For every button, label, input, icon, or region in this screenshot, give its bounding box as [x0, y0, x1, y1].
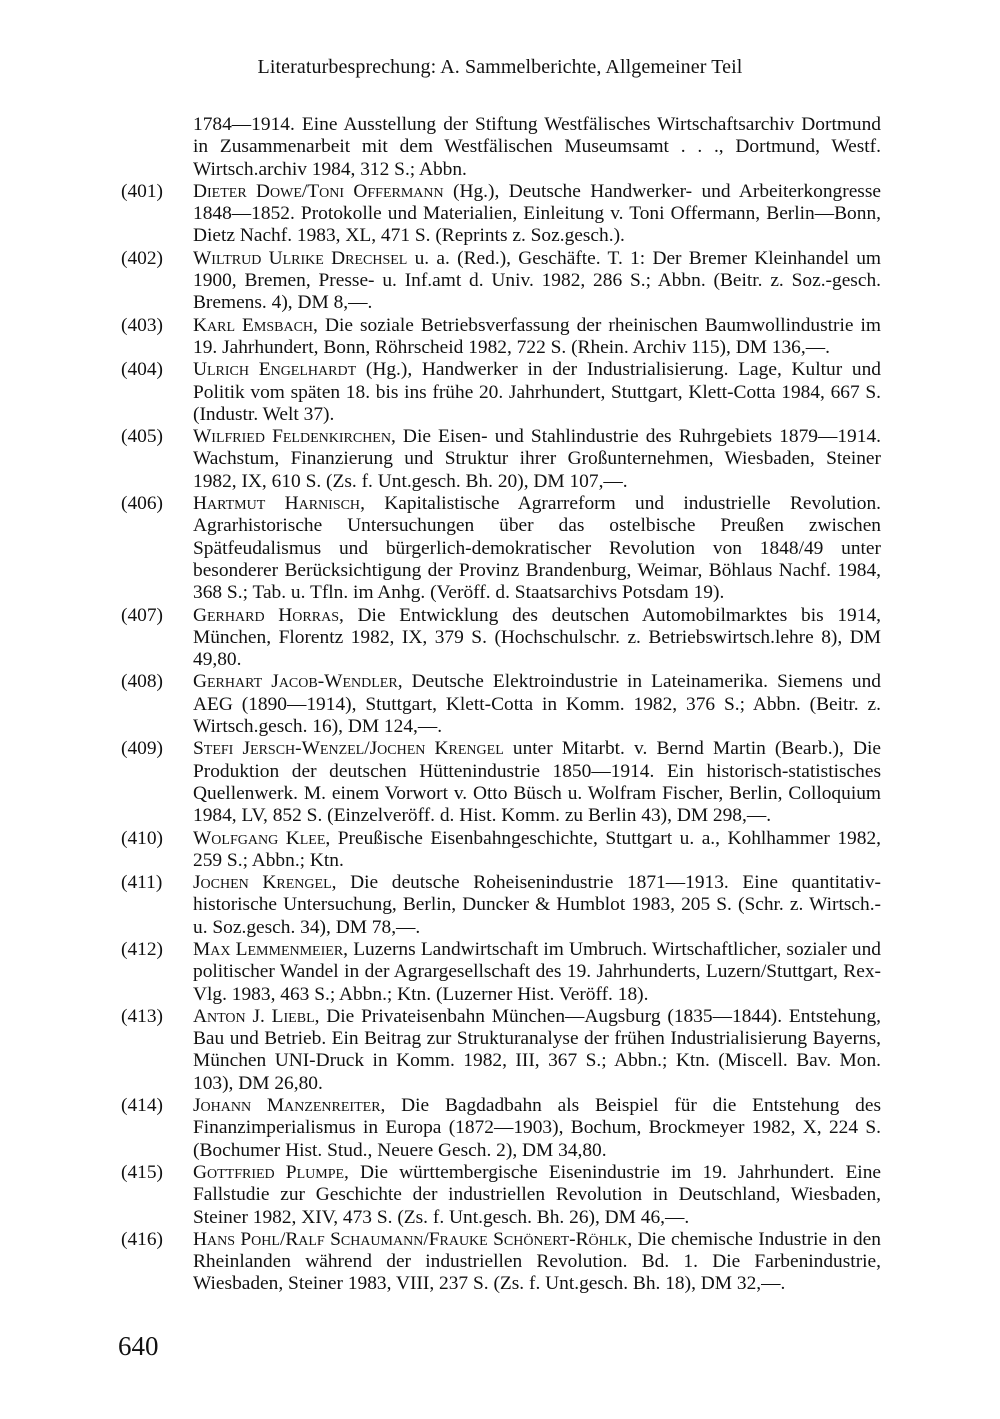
bibliography-entry: [121, 872, 881, 939]
entry-body: [193, 828, 881, 871]
bibliography-entry: [121, 359, 881, 426]
entry-number: (412): [121, 938, 164, 960]
bibliography-entry: [121, 671, 881, 738]
bibliography-entry: [121, 426, 881, 493]
entry-number: (409): [121, 738, 164, 760]
entry-number: (401): [121, 180, 164, 202]
bibliography-entry: [121, 1162, 881, 1229]
bibliography-list: [121, 114, 881, 1296]
entry-number: (404): [121, 359, 164, 381]
entry-body: [193, 738, 881, 826]
entry-author: Anton J. Liebl: [193, 1005, 315, 1027]
entry-text: , Preußische Eisenbahngeschichte, Stuttgart u. a., Kohlhammer 1982, 259 S.; Abbn.; Ktn.: [193, 827, 881, 871]
entry-body: [193, 114, 881, 180]
entry-author: Dieter Dowe/Toni Offermann: [193, 180, 444, 202]
entry-number: (406): [121, 493, 164, 515]
entry-number: (416): [121, 1228, 164, 1250]
entry-body: [193, 1229, 881, 1295]
entry-number: (407): [121, 604, 164, 626]
entry-body: [193, 1006, 881, 1094]
running-head: Literaturbesprechung: A. Sammelberichte, Allgemeiner Teil: [257, 56, 743, 78]
entry-text: , Die württembergische Eisenindustrie im 19. Jahrhundert. Eine Fallstudie zur Geschichte der industriellen Revolution in Deutschland, Wiesbaden, Steiner 1982, XIV, 473 S. (Zs. f. Unt.gesch. Bh. 26), DM 46,—.: [193, 1161, 881, 1228]
entry-number: (415): [121, 1161, 164, 1183]
bibliography-entry: [121, 181, 881, 248]
entry-body: [193, 671, 881, 737]
entry-body: [193, 1095, 881, 1161]
entry-text: , Deutsche Elektroindustrie in Lateinamerika. Siemens und AEG (1890—1914), Stuttgart, Klett-Cotta in Komm. 1982, 376 S.; Abbn. (Beitr. z. Wirtsch.gesch. 16), DM 124,—.: [193, 671, 881, 738]
entry-author: Gerhard Horras: [193, 604, 339, 626]
entry-text: unter Mitarbt. v. Bernd Martin (Bearb.), Die Produktion der deutschen Hüttenindustrie 1850—1914. Ein historisch-statistisches Quellenwerk. M. einem Vorwort v. Otto Büsch u. Wolfram Fischer, Berlin, Colloquium 1984, LV, 852 S. (Einzelveröff. d. Hist. Komm. zu Berlin 43), DM 298,—.: [193, 738, 881, 827]
entry-text: , Die deutsche Roheisenindustrie 1871—1913. Eine quantitativ-historische Untersuchung, Berlin, Duncker & Humblot 1983, 205 S. (Schr. z. Wirtsch.- u. Soz.gesch. 34), DM 78,—.: [193, 872, 881, 938]
entry-author: Hartmut Harnisch: [193, 493, 361, 515]
entry-body: [193, 315, 881, 358]
bibliography-entry: [121, 939, 881, 1006]
entry-text: , Die soziale Betriebsverfassung der rheinischen Baumwollindustrie im 19. Jahrhundert, Bonn, Röhrscheid 1982, 722 S. (Rhein. Archiv 115), DM 136,—.: [193, 314, 882, 358]
page-number: 640: [118, 1331, 159, 1361]
entry-text: , Die Bagdadbahn als Beispiel für die Entstehung des Finanzimperialismus in Europa (1872—1903), Bochum, Brockmeyer 1982, X, 224 S. (Bochumer Hist. Stud., Neuere Gesch. 2), DM 34,80.: [193, 1095, 881, 1161]
entry-body: [193, 248, 881, 314]
entry-number: (403): [121, 314, 164, 336]
entry-body: [193, 359, 881, 425]
entry-text: , Die Eisen- und Stahlindustrie des Ruhrgebiets 1879—1914. Wachstum, Finanzierung und Struktur ihrer Großunternehmen, Wiesbaden, Steiner 1982, IX, 610 S. (Zs. f. Unt.gesch. Bh. 20), DM 107,—.: [193, 426, 881, 492]
entry-body: [193, 605, 881, 671]
entry-text: , Die Entwicklung des deutschen Automobilmarktes bis 1914, München, Florentz 1982, IX, 379 S. (Hochschulschr. z. Betriebswirtsch.lehre 8), DM 49,80.: [193, 604, 881, 671]
entry-author: Hans Pohl/Ralf Schaumann/Frauke Schönert-Röhlk: [193, 1228, 628, 1250]
entry-text: (Hg.), Deutsche Handwerker- und Arbeiterkongresse 1848—1852. Protokolle und Materialien, Einleitung v. Toni Offermann, Berlin—Bonn, Dietz Nachf. 1983, XL, 471 S. (Reprints z. Soz.gesch.).: [193, 180, 882, 247]
entry-text: 1784—1914. Eine Ausstellung der Stiftung Westfälisches Wirtschaftsarchiv Dortmund in Zusammenarbeit mit dem Westfälischen Museumsamt . . ., Dortmund, Westf. Wirtsch.archiv 1984, 312 S.; Abbn.: [193, 114, 881, 180]
entry-number: (408): [121, 671, 164, 693]
entry-body: [193, 939, 881, 1005]
entry-text: , Kapitalistische Agrarreform und industrielle Revolution. Agrarhistorische Untersuchungen über das ostelbische Preußen zwischen Spätfeudalismus und bürgerlich-demokratischer Revolution von 1848/49 unter besonderer Berücksichtigung der Provinz Brandenburg, Weimar, Böhlaus Nachf. 1984, 368 S.; Tab. u. Tfln. im Anhg. (Veröff. d. Staatsarchivs Potsdam 19).: [193, 493, 881, 604]
bibliography-entry: [121, 605, 881, 672]
entry-body: [193, 493, 881, 603]
entry-body: [193, 1162, 881, 1228]
entry-author: Johann Manzenreiter: [193, 1095, 381, 1117]
entry-author: Wiltrud Ulrike Drechsel: [193, 247, 408, 269]
entry-author: Jochen Krengel: [193, 872, 332, 894]
entry-text: , Die chemische Industrie in den Rheinlanden während der industriellen Revolution. Bd. 1. Die Farbenindustrie, Wiesbaden, Steiner 1983, VIII, 237 S. (Zs. f. Unt.gesch. Bh. 18), DM 32,—.: [193, 1228, 881, 1295]
entry-text: (Hg.), Handwerker in der Industrialisierung. Lage, Kultur und Politik vom späten 18. bis ins frühe 20. Jahrhundert, Stuttgart, Klett-Cotta 1984, 667 S. (Industr. Welt 37).: [193, 359, 881, 425]
bibliography-entry: [121, 493, 881, 604]
entry-number: (410): [121, 827, 164, 849]
entry-author: Gottfried Plumpe: [193, 1161, 345, 1183]
entry-body: [193, 426, 881, 492]
entry-author: Stefi Jersch-Wenzel/Jochen Krengel: [193, 738, 504, 760]
entry-author: Wilfried Feldenkirchen: [193, 426, 391, 448]
entry-author: Karl Emsbach: [193, 314, 314, 336]
bibliography-entry: [121, 114, 881, 181]
bibliography-entry: [121, 248, 881, 315]
bibliography-entry: [121, 1006, 881, 1095]
entry-body: [193, 872, 881, 938]
bibliography-entry: [121, 1229, 881, 1296]
bibliography-entry: [121, 738, 881, 827]
bibliography-entry: [121, 1095, 881, 1162]
entry-author: Max Lemmenmeier: [193, 938, 344, 960]
entry-number: (405): [121, 426, 164, 448]
entry-author: Wolfgang Klee: [193, 827, 326, 849]
entry-number: (413): [121, 1005, 164, 1027]
entry-number: (414): [121, 1095, 164, 1117]
entry-text: , Die Privateisenbahn München—Augsburg (1835—1844). Entstehung, Bau und Betrieb. Ein Beitrag zur Strukturanalyse der frühen Industrialisierung Bayerns, München UNI-Druck in Komm. 1982, III, 367 S.; Abbn.; Ktn. (Miscell. Bav. Mon. 103), DM 26,80.: [193, 1005, 881, 1094]
entry-number: (402): [121, 247, 164, 269]
bibliography-entry: [121, 315, 881, 360]
entry-text: , Luzerns Landwirtschaft im Umbruch. Wirtschaftlicher, sozialer und politischer Wandel in der Agrargesellschaft des 19. Jahrhunderts, Luzern/Stuttgart, Rex-Vlg. 1983, 463 S.; Abbn.; Ktn. (Luzerner Hist. Veröff. 18).: [193, 938, 881, 1005]
entry-author: Ulrich Engelhardt: [193, 359, 357, 381]
entry-body: [193, 181, 881, 247]
entry-author: Gerhart Jacob-Wendler: [193, 671, 398, 693]
entry-text: u. a. (Red.), Geschäfte. T. 1: Der Bremer Kleinhandel um 1900, Bremen, Presse- u. Inf.amt d. Univ. 1982, 286 S.; Abbn. (Beitr. z. Soz.-gesch. Bremens. 4), DM 8,—.: [193, 247, 882, 314]
bibliography-entry: [121, 828, 881, 873]
entry-number: (411): [121, 872, 163, 894]
